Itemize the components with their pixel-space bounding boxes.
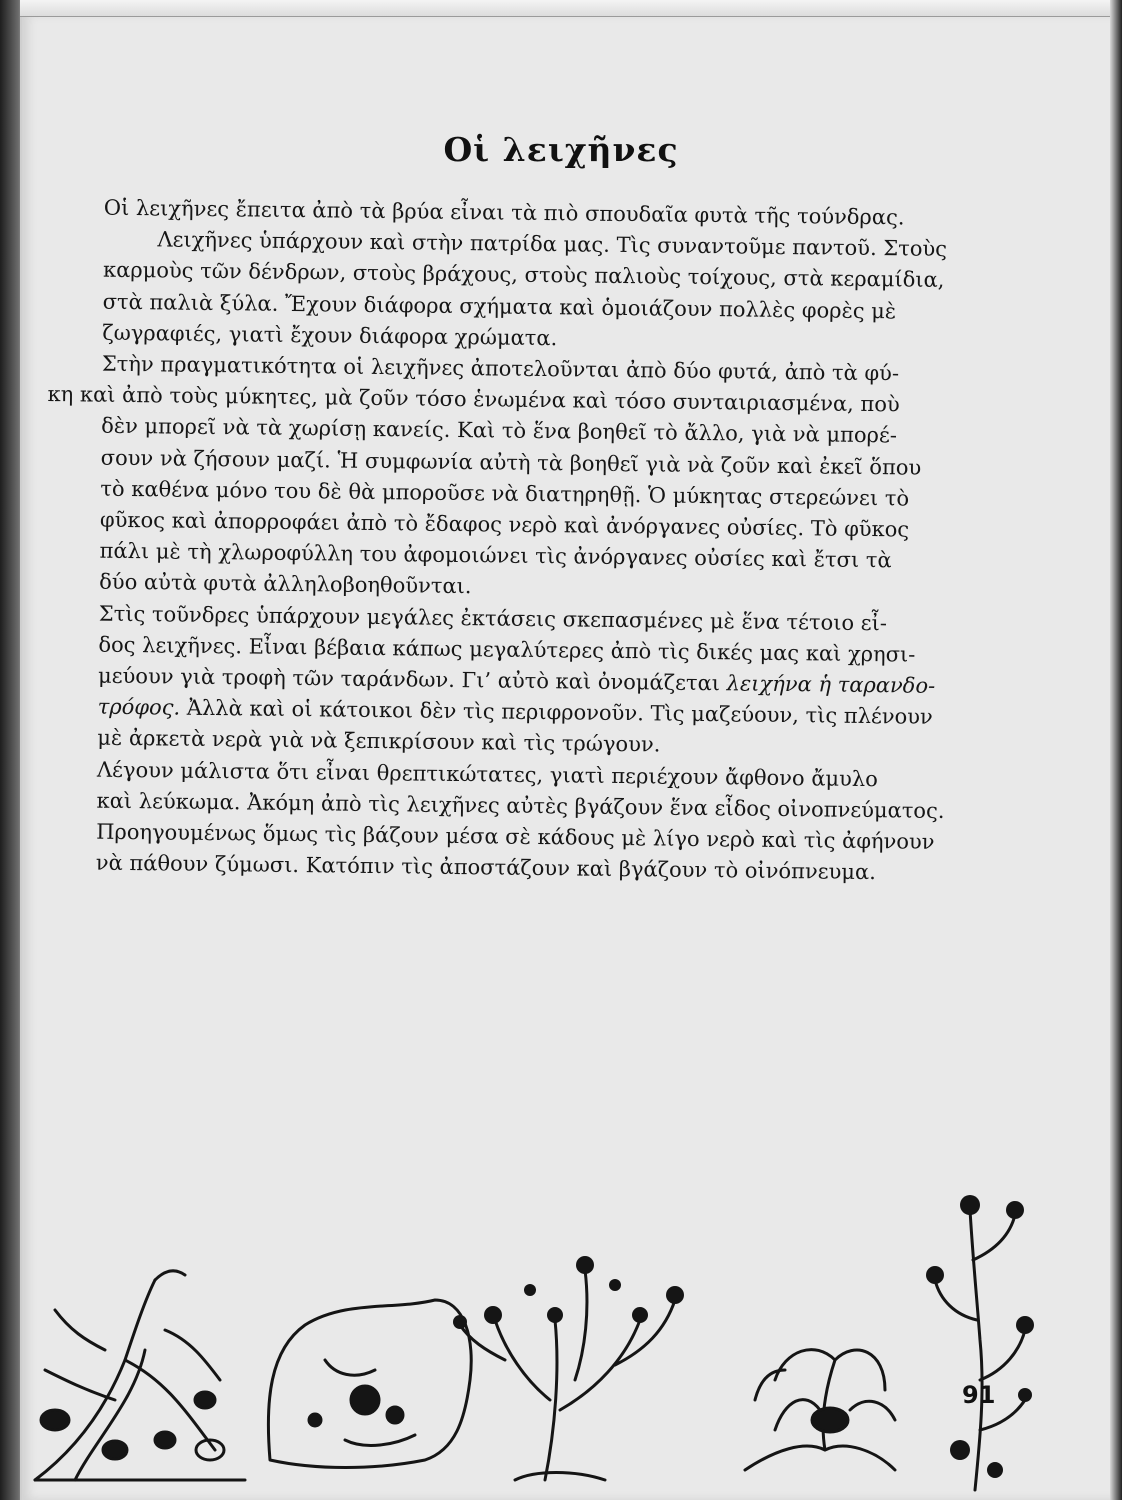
text-line: μὲ ἀρκετὰ νερὰ γιὰ νὰ ξεπικρίσουν καὶ τὶς τρώγουν.	[97, 726, 661, 757]
text-line: δύο αὐτὰ φυτὰ ἀλληλοβοηθοῦνται.	[99, 570, 472, 599]
text-line: Προηγουμένως ὅμως τὶς βάζουν μέσα σὲ κάδους μὲ λίγο νερὸ καὶ τὶς ἀφήνουν	[96, 819, 935, 854]
text-line: Λειχῆνες ὑπάρχουν καὶ στὴν πατρίδα μας. Τὶς συναντοῦμε παντοῦ. Στοὺς	[157, 227, 948, 262]
paragraph	[45, 348, 988, 609]
page-number: 91	[962, 1381, 996, 1409]
italic-term: λειχήνα ἡ ταρανδο-	[726, 671, 936, 698]
text-line: Λέγουν μάλιστα ὅτι εἶναι θρεπτικώτατες, γιατὶ περιέχουν ἄφθονο ἄμυλο	[96, 757, 879, 791]
text-fragment: Ἀλλὰ καὶ οἱ κάτοικοι δὲν τὶς περιφρονοῦν. Τὶς μαζεύουν, τὶς πλένουν	[186, 695, 933, 730]
text-line: τὸ καθένα μόνο του δὲ θὰ μποροῦσε νὰ διατηρηθῇ. Ὁ μύκητας στερεώνει τὸ	[100, 476, 910, 511]
text-line: πάλι μὲ τὴ χλωροφύλλη του ἀφομοιώνει τὶς ἀνόργανες οὐσίες καὶ ἔτσι τὰ	[99, 538, 892, 573]
paragraph	[48, 192, 990, 359]
paragraph	[43, 598, 985, 765]
paragraph	[42, 754, 983, 890]
text-line: Οἱ λειχῆνες ἔπειτα ἀπὸ τὰ βρύα εἶναι τὰ πιὸ σπουδαῖα φυτὰ τῆς τούνδρας.	[103, 195, 905, 230]
page-body-text	[42, 192, 990, 890]
page-right-edge	[1110, 0, 1122, 1500]
text-line: σουν νὰ ζήσουν μαζί. Ἡ συμφωνία αὐτὴ τὰ βοηθεῖ γιὰ νὰ ζοῦν καὶ ἐκεῖ ὅπου	[100, 445, 922, 480]
text-fragment: μεύουν γιὰ τροφὴ τῶν ταράνδων. Γι’ αὐτὸ καὶ ὀνομάζεται	[97, 663, 721, 696]
text-line: καρμοὺς τῶν δένδρων, στοὺς βράχους, στοὺς παλιοὺς τοίχους, στὰ κεραμίδια,	[102, 258, 945, 293]
text-line: φῦκος καὶ ἀπορροφάει ἀπὸ τὸ ἔδαφος νερὸ καὶ ἀνόργανες οὐσίες. Τὸ φῦκος	[99, 507, 910, 542]
text-line: δὲν μπορεῖ νὰ τὰ χωρίσῃ κανείς. Καὶ τὸ ἕνα βοηθεῖ τὸ ἄλλο, γιὰ νὰ μπορέ-	[100, 414, 898, 448]
lichen-drawing-1	[35, 1271, 245, 1480]
page-title: Οἱ λειχῆνες	[443, 130, 679, 169]
page-top-edge	[20, 0, 1110, 17]
text-line: δος λειχῆνες. Εἶναι βέβαια κάπως μεγαλύτερες ἀπὸ τὶς δικές μας καὶ χρησι-	[98, 632, 916, 667]
italic-term: τρόφος.	[97, 694, 181, 720]
lichen-drawing-4	[745, 1350, 895, 1470]
text-line: καὶ λεύκωμα. Ἀκόμη ἀπὸ τὶς λειχῆνες αὐτὲς βγάζουν ἕνα εἶδος οἰνοπνεύματος.	[96, 788, 945, 823]
lichen-drawing-3	[453, 1256, 684, 1480]
lichen-drawing-2	[268, 1300, 471, 1468]
text-line: στὰ παλιὰ ξύλα. Ἔχουν διάφορα σχήματα καὶ ὁμοιάζουν πολλὲς φορὲς μὲ	[102, 289, 897, 323]
text-line: ζωγραφιές, γιατὶ ἔχουν διάφορα χρώματα.	[102, 320, 558, 351]
lichen-drawing-5	[926, 1195, 1034, 1490]
text-line: Στὴν πραγματικότητα οἱ λειχῆνες ἀποτελοῦνται ἀπὸ δύο φυτά, ἀπὸ τὰ φύ-	[101, 351, 900, 386]
text-line: Στὶς τοῦνδρες ὑπάρχουν μεγάλες ἐκτάσεις σκεπασμένες μὲ ἕνα τέτοιο εἶ-	[98, 601, 888, 635]
text-line: κη καὶ ἀπὸ τοὺς μύκητες, μὰ ζοῦν τόσο ἑνωμένα καὶ τόσο συνταιριασμένα, ποὺ	[47, 382, 900, 417]
lichen-illustrations	[15, 1150, 1035, 1495]
text-line: νὰ πάθουν ζύμωσι. Κατόπιν τὶς ἀποστάζουν καὶ βγάζουν τὸ οἰνόπνευμα.	[95, 850, 876, 885]
